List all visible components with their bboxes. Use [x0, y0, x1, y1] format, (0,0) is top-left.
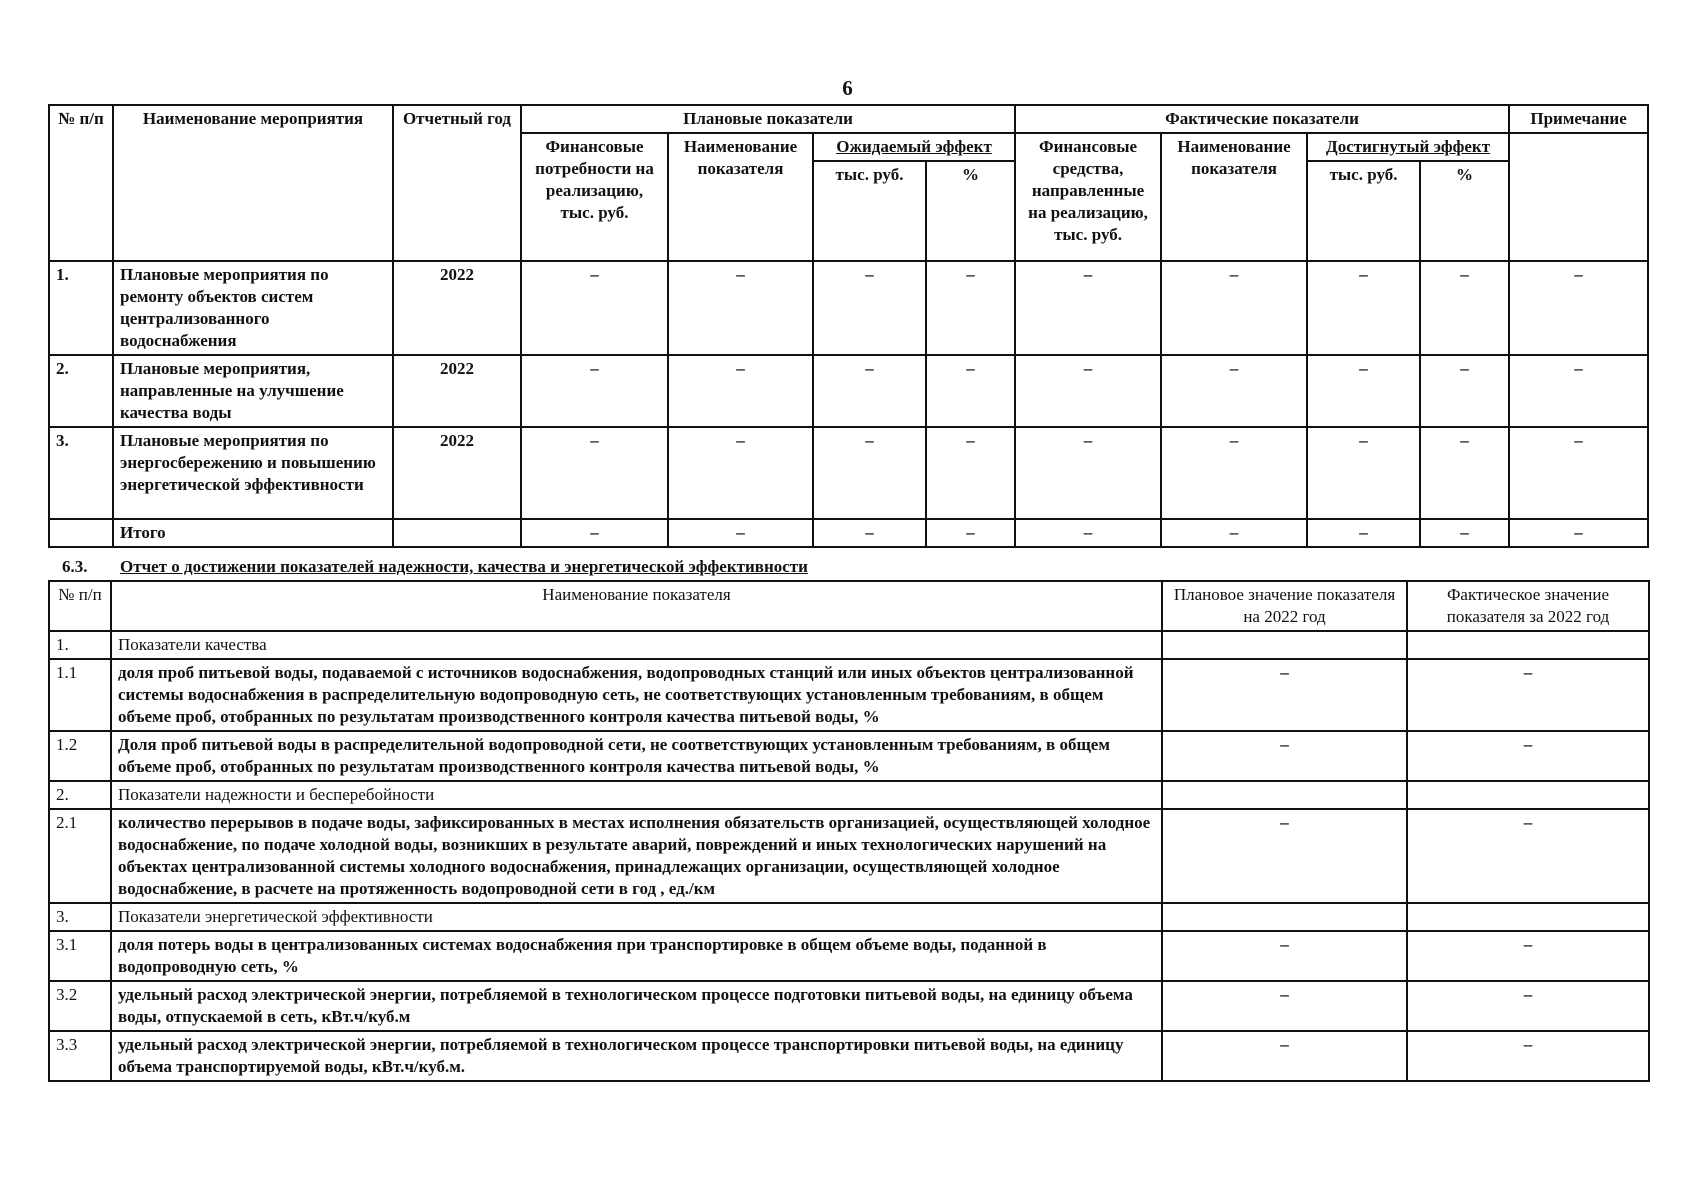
row-value: – — [668, 355, 813, 427]
row-name: Показатели качества — [111, 631, 1162, 659]
row-value: – — [813, 427, 926, 519]
row-value: – — [521, 355, 668, 427]
row-num: 1.2 — [49, 731, 111, 781]
row-planned — [1162, 903, 1407, 931]
header-achieved-rub: тыс. руб. — [1307, 161, 1420, 261]
row-actual: – — [1407, 809, 1649, 903]
row-name: Доля проб питьевой воды в распределительной водопроводной сети, не соответствующих установленным требованиям, в общем объеме проб, отобранных по результатам производственного контроля качества питьевой воды, % — [111, 731, 1162, 781]
row-value: – — [1420, 427, 1509, 519]
table-row — [49, 903, 1649, 931]
row-planned: – — [1162, 731, 1407, 781]
header-planned-fin: Финансовые потребности на реализацию, тыс. руб. — [521, 133, 668, 261]
total-value: – — [1307, 519, 1420, 547]
header-actual-indicator: Наименование показателя — [1161, 133, 1307, 261]
row-value: – — [1307, 427, 1420, 519]
row-planned: – — [1162, 809, 1407, 903]
row-planned: – — [1162, 659, 1407, 731]
row-name: количество перерывов в подаче воды, зафиксированных в местах исполнения обязательств организацией, осуществляющей холодное водоснабжение, по подаче холодной воды, возникших в результате аварий, повреждений и иных технологических нарушений на объектах централизованной системы холодного водоснабжения, принадлежащих организации, осуществляющей холодное водоснабжение, в расчете на протяженность водопроводной сети в год , ед./км — [111, 809, 1162, 903]
row-num: 3.1 — [49, 931, 111, 981]
row-value: – — [1161, 355, 1307, 427]
row-value: – — [1161, 261, 1307, 355]
indicators-table — [48, 580, 1650, 1082]
row-actual — [1407, 903, 1649, 931]
row-num: 2. — [49, 781, 111, 809]
row-actual: – — [1407, 1031, 1649, 1081]
table-header-row — [49, 581, 1649, 631]
row-planned — [1162, 781, 1407, 809]
row-num: 3. — [49, 903, 111, 931]
header-year: Отчетный год — [393, 105, 521, 261]
header-name: Наименование показателя — [111, 581, 1162, 631]
section-number: 6.3. — [62, 557, 88, 576]
row-name: Плановые мероприятия по ремонту объектов систем централизованного водоснабжения — [113, 261, 393, 355]
row-value: – — [926, 355, 1015, 427]
header-note-blank — [1509, 133, 1648, 261]
table-row — [49, 659, 1649, 731]
total-value: – — [926, 519, 1015, 547]
row-planned: – — [1162, 931, 1407, 981]
row-value: – — [1161, 427, 1307, 519]
row-actual — [1407, 781, 1649, 809]
row-num: 3. — [49, 427, 113, 519]
row-name: Плановые мероприятия, направленные на улучшение качества воды — [113, 355, 393, 427]
row-value: – — [1015, 427, 1161, 519]
table-row — [49, 427, 1648, 519]
total-value: – — [1420, 519, 1509, 547]
row-year: 2022 — [393, 261, 521, 355]
row-year: 2022 — [393, 427, 521, 519]
row-value: – — [1307, 355, 1420, 427]
table-row — [49, 1031, 1649, 1081]
row-value: – — [521, 427, 668, 519]
planned-measures-table — [48, 104, 1649, 548]
row-value: – — [1015, 261, 1161, 355]
row-planned: – — [1162, 1031, 1407, 1081]
total-label: Итого — [113, 519, 393, 547]
header-planned-value: Плановое значение показателя на 2022 год — [1162, 581, 1407, 631]
header-actual-value: Фактическое значение показателя за 2022 год — [1407, 581, 1649, 631]
row-actual: – — [1407, 981, 1649, 1031]
table-row — [49, 931, 1649, 981]
header-note: Примечание — [1509, 105, 1648, 133]
row-value: – — [1307, 261, 1420, 355]
row-value: – — [926, 427, 1015, 519]
row-num: 1. — [49, 261, 113, 355]
table-header-row — [49, 105, 1648, 133]
row-value: – — [1015, 355, 1161, 427]
row-value: – — [668, 261, 813, 355]
header-achieved-effect: Достигнутый эффект — [1307, 133, 1509, 161]
total-value: – — [521, 519, 668, 547]
row-value: – — [1509, 261, 1648, 355]
header-name: Наименование мероприятия — [113, 105, 393, 261]
header-expected-effect: Ожидаемый эффект — [813, 133, 1015, 161]
row-num: 2.1 — [49, 809, 111, 903]
header-expected-percent: % — [926, 161, 1015, 261]
header-planned-indicator: Наименование показателя — [668, 133, 813, 261]
table-row — [49, 809, 1649, 903]
row-value: – — [521, 261, 668, 355]
header-num: № п/п — [49, 581, 111, 631]
header-planned: Плановые показатели — [521, 105, 1015, 133]
total-value: – — [813, 519, 926, 547]
row-value: – — [813, 355, 926, 427]
row-name: Показатели энергетической эффективности — [111, 903, 1162, 931]
section-title — [62, 557, 808, 577]
total-row — [49, 519, 1648, 547]
table-row — [49, 631, 1649, 659]
row-value: – — [813, 261, 926, 355]
row-value: – — [926, 261, 1015, 355]
header-expected-rub: тыс. руб. — [813, 161, 926, 261]
row-actual: – — [1407, 931, 1649, 981]
total-year — [393, 519, 521, 547]
total-value: – — [668, 519, 813, 547]
row-value: – — [1420, 355, 1509, 427]
page-number: 6 — [842, 76, 853, 100]
row-value: – — [1420, 261, 1509, 355]
row-name: доля проб питьевой воды, подаваемой с источников водоснабжения, водопроводных станций или иных объектов централизованной системы водоснабжения в распределительную водопроводную сеть, не соответствующих установленным требованиям, в общем объеме проб, отобранных по результатам производственного контроля качества питьевой воды, % — [111, 659, 1162, 731]
table-row — [49, 781, 1649, 809]
row-value: – — [1509, 427, 1648, 519]
row-num: 1.1 — [49, 659, 111, 731]
row-planned — [1162, 631, 1407, 659]
row-name: удельный расход электрической энергии, потребляемой в технологическом процессе транспортировки питьевой воды, на единицу объема транспортируемой воды, кВт.ч/куб.м. — [111, 1031, 1162, 1081]
total-value: – — [1015, 519, 1161, 547]
row-num: 1. — [49, 631, 111, 659]
header-actual-fin: Финансовые средства, направленные на реализацию, тыс. руб. — [1015, 133, 1161, 261]
header-num: № п/п — [49, 105, 113, 261]
row-num: 3.2 — [49, 981, 111, 1031]
row-num: 2. — [49, 355, 113, 427]
section-title-text: Отчет о достижении показателей надежности, качества и энергетической эффективности — [120, 557, 808, 576]
table-row — [49, 355, 1648, 427]
row-actual: – — [1407, 659, 1649, 731]
total-num — [49, 519, 113, 547]
row-actual — [1407, 631, 1649, 659]
row-planned: – — [1162, 981, 1407, 1031]
table-row — [49, 731, 1649, 781]
row-name: Показатели надежности и бесперебойности — [111, 781, 1162, 809]
row-value: – — [1509, 355, 1648, 427]
row-actual: – — [1407, 731, 1649, 781]
row-name: Плановые мероприятия по энергосбережению и повышению энергетической эффективности — [113, 427, 393, 519]
row-name: доля потерь воды в централизованных системах водоснабжения при транспортировке в общем объеме воды, поданной в водопроводную сеть, % — [111, 931, 1162, 981]
header-actual: Фактические показатели — [1015, 105, 1509, 133]
total-value: – — [1509, 519, 1648, 547]
total-value: – — [1161, 519, 1307, 547]
header-achieved-percent: % — [1420, 161, 1509, 261]
table-row — [49, 261, 1648, 355]
row-value: – — [668, 427, 813, 519]
row-num: 3.3 — [49, 1031, 111, 1081]
row-year: 2022 — [393, 355, 521, 427]
table-row — [49, 981, 1649, 1031]
row-name: удельный расход электрической энергии, потребляемой в технологическом процессе подготовки питьевой воды, на единицу объема воды, отпускаемой в сеть, кВт.ч/куб.м — [111, 981, 1162, 1031]
